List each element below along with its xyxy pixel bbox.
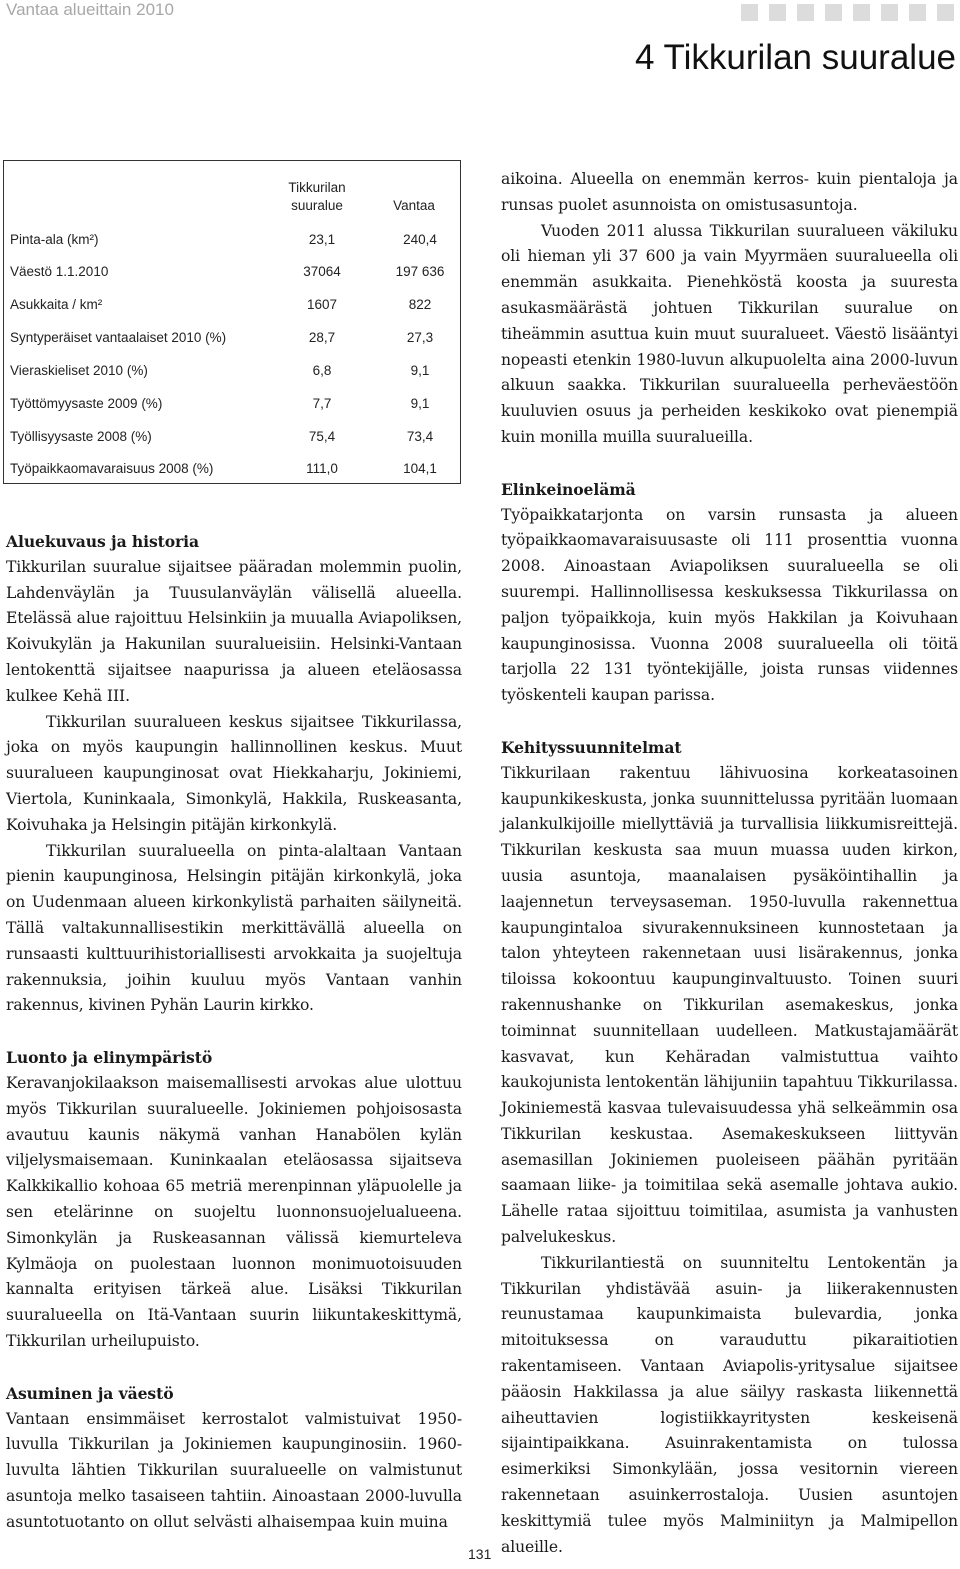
paragraph: Vantaan ensimmäiset kerrostalot valmistuivat 1950-luvulla Tikkurilan ja Jokiniemen kaupunginosiin. 1960-luvulta lähtien Tikkurilan suuralueelle on valmistunut asuntoja melko tasaiseen tahtiin. Ainoastaan 2000-luvulla asuntotuotanto on ollut selvästi alhaisempaa kuin muina [6,1409,462,1531]
section-heading-asuminen: Asuminen ja väestö [6,1383,174,1403]
page-number: 131 [468,1546,492,1562]
section-heading-kehitys: Kehityssuunnitelmat [501,737,682,757]
value-tikkurila: 75,4 [308,429,336,444]
table-row [10,330,460,350]
paragraph: Tikkurilan suuralue sijaitsee pääradan molemmin puolin, Lahdenväylän ja Tuusulanväylän välisellä alueella. Etelässä alue rajoittuu Helsinkiin ja muualla Aviapoliksen, Koivukylän ja Hakunilan suuralueisiin. Helsinki-Vantaan lentokenttä sijaitsee naapurissa ja alueen eteläosassa kulkee Kehä III. [6,557,462,705]
paragraph: Tikkurilan suuralueella on pinta-alaltaan Vantaan pienin kaupunginosa, Helsingin pitäjän kirkonkylä, joka on Uudenmaan alueen kirkonkylistä parhaiten säilyneitä. Tällä valtakunnallisestikin merkittävällä alueella on runsaasti kulttuurihistoriallisesti arvokkaita ja suojeltuja rakennuksia, joihin kuuluu myös Vantaan vanhin rakennus, kivinen Pyhän Laurin kirkko. [6,841,462,1015]
square-icon [741,4,758,21]
value-tikkurila: 37064 [303,264,341,279]
column-header-tikkurila [262,179,372,215]
row-label: Pinta-ala (km²) [10,232,99,247]
table-row [10,429,460,449]
table-row [10,264,460,284]
right-column [501,167,958,1560]
row-label: Asukkaita / km² [10,297,103,312]
value-tikkurila: 6,8 [312,363,332,378]
value-tikkurila: 111,0 [306,461,338,476]
value-vantaa: 197 636 [395,264,445,279]
square-icon [881,4,898,21]
value-vantaa: 822 [408,297,432,312]
value-tikkurila: 7,7 [312,396,332,411]
column-header-vantaa: Vantaa [393,198,435,213]
running-head: Vantaa alueittain 2010 [6,0,174,19]
value-vantaa: 9,1 [410,363,430,378]
table-row [10,297,460,317]
square-icon [853,4,870,21]
value-vantaa: 9,1 [410,396,430,411]
table-row [10,232,460,252]
paragraph: aikoina. Alueella on enemmän kerros- kuin pientaloja ja runsas puolet asunnoista on omistusasuntoja. [501,170,958,214]
table-row [10,461,460,481]
section-heading-elinkeino: Elinkeinoelämä [501,479,636,499]
decorative-squares [741,4,954,21]
table-row [10,396,460,416]
section-heading-luonto: Luonto ja elinympäristö [6,1048,213,1068]
square-icon [825,4,842,21]
square-icon [797,4,814,21]
section-heading-aluekuvaus: Aluekuvaus ja historia [6,532,199,551]
value-vantaa: 240,4 [403,232,437,247]
row-label: Työllisyysaste 2008 (%) [10,429,152,444]
paragraph: Tikkurilaan rakentuu lähivuosina korkeatasoinen kaupunkikeskusta, jonka suunnittelussa pyritään luomaan jalankulkijoille miellyttäviä ja turvallisia liikkumisreittejä. Tikkurilan keskusta saa muun muassa uuden kirkon, uusia asuntoja, maanalaisen pysäköintihallin ja laajennetun terveysaseman. 1950-luvulla rakennettua kaupungintaloa sivurakennuksineen kunnostetaan ja talon yhteyteen rakennetaan uusi lisärakennus, jonka tiloissa kokoontuu kaupunginvaltuusto. Toinen suuri rakennushanke on Tikkurilan asemakeskus, jonka toiminnat suunnitellaan uudelleen. Matkustajamäärät kasvavat, kun Kehäradan valmistuttua vaihto kaukojunista lentokentän lähijuniin tapahtuu Tikkurilassa. Jokiniemestä kasvaa tulevaisuudessa yhä selkeämmin osa Tikkurilan keskustaa. Asemakeskukseen liittyvän asemasillan Jokiniemen puoleiseen päähän pyritään saamaan liike- ja toimitilaa sekä asemalle johtava aukio. Lähelle rataa sijoittuu toimitilaa, asumista ja vanhusten palvelukeskus. [501,763,958,1247]
chapter-title: 4 Tikkurilan suuralue [635,38,956,77]
column-header-line: Tikkurilan [288,180,346,195]
paragraph: Työpaikkatarjonta on varsin runsasta ja alueen työpaikkaomavaraisuusaste oli 111 prosenttia vuonna 2008. Ainoastaan Aviapoliksen suuralueella se oli suurempi. Hallinnollisessa keskuksessa Tikkurilassa on paljon työpaikkoja, kuin myös Hakkilan ja Koivuhaan kaupunginosissa. Vuonna 2008 suuralueella oli töitä tarjolla 22 131 työntekijälle, joista runsas viidennes työskenteli kaupan parissa. [501,505,958,705]
row-label: Väestö 1.1.2010 [10,264,109,279]
statistics-table [3,160,461,484]
square-icon [909,4,926,21]
paragraph: Keravanjokilaakson maisemallisesti arvokas alue ulottuu myös Tikkurilan suuralueelle. Jokiniemen pohjoisosasta avautuu kaunis näkymä vanhan Hanabölen kylän viljelysmaisemaan. Kuninkaalan eteläosassa sijaitseva Kalkkikallio kohoaa 65 metriä merenpinnan yläpuolelle ja sen etelärinne on suojeltu luonnonsuojelualueena. Simonkylän ja Ruskeasannan välissä kiemurteleva Kylmäoja on puolestaan luonnon monimuotoisuuden kannalta erityisen tärkeä alue. Lisäksi Tikkurilan suuralueella on Itä-Vantaan suurin liikuntakeskittymä, Tikkurilan urheilupuisto. [6,1073,462,1350]
value-vantaa: 104,1 [403,461,437,476]
value-tikkurila: 23,1 [308,232,336,247]
square-icon [769,4,786,21]
row-label: Vieraskieliset 2010 (%) [10,363,148,378]
row-label: Työpaikkaomavaraisuus 2008 (%) [10,461,214,476]
table-row [10,363,460,383]
value-vantaa: 27,3 [406,330,434,345]
paragraph: Vuoden 2011 alussa Tikkurilan suuralueen väkiluku oli hieman yli 37 600 ja vain Myyrmäen suuralueella oli enemmän asukkaita. Pienehköstä koosta ja suuresta asukasmäärästä johtuen Tikkurilan suuralue on tiheämmin asuttua kuin muut suuralueet. Väestö lisääntyi nopeasti etenkin 1980-luvun alkupuolelta aina 2000-luvun alkuun saakka. Tikkurilan suuralueella perheväestöön kuuluvien osuus ja perheiden keskikoko ovat pienempiä kuin monilla muilla suuralueilla. [501,221,958,446]
row-label: Syntyperäiset vantaalaiset 2010 (%) [10,330,227,345]
paragraph: Tikkurilan suuralueen keskus sijaitsee Tikkurilassa, joka on myös kaupungin hallinnollinen keskus. Muut suuralueen kaupunginosat ovat Hiekkaharju, Jokiniemi, Viertola, Kuninkaala, Simonkylä, Hakkila, Ruskeasanta, Koivuhaka ja Helsingin pitäjän kirkonkylä. [6,712,462,834]
square-icon [937,4,954,21]
row-label: Työttömyysaste 2009 (%) [10,396,163,411]
column-header-line: suuralue [291,198,343,213]
value-tikkurila: 28,7 [308,330,336,345]
value-vantaa: 73,4 [406,429,434,444]
paragraph: Tikkurilantiestä on suunniteltu Lentokentän ja Tikkurilan yhdistävää asuin- ja liikerakennusten reunustamaa kaupunkimaista bulevardia, jonka mitoituksessa on varauduttu pikaraitiotien rakentamiseen. Vantaan Aviapolis-yritysalue sijaitsee pääosin Hakkilassa ja alue säilyy raskasta liikennettä aiheuttavien logistiikkayritysten keskeisenä sijaintipaikkana. Asuinrakentamista on tulossa esimerkiksi Simonkylään, jossa vesitornin viereen rakennetaan asuinkerrostaloja. Uusien asuntojen keskittymiä tulee myös Malminiityn ja Malmipellon alueille. [501,1253,958,1556]
value-tikkurila: 1607 [306,297,338,312]
left-column [6,529,462,1535]
